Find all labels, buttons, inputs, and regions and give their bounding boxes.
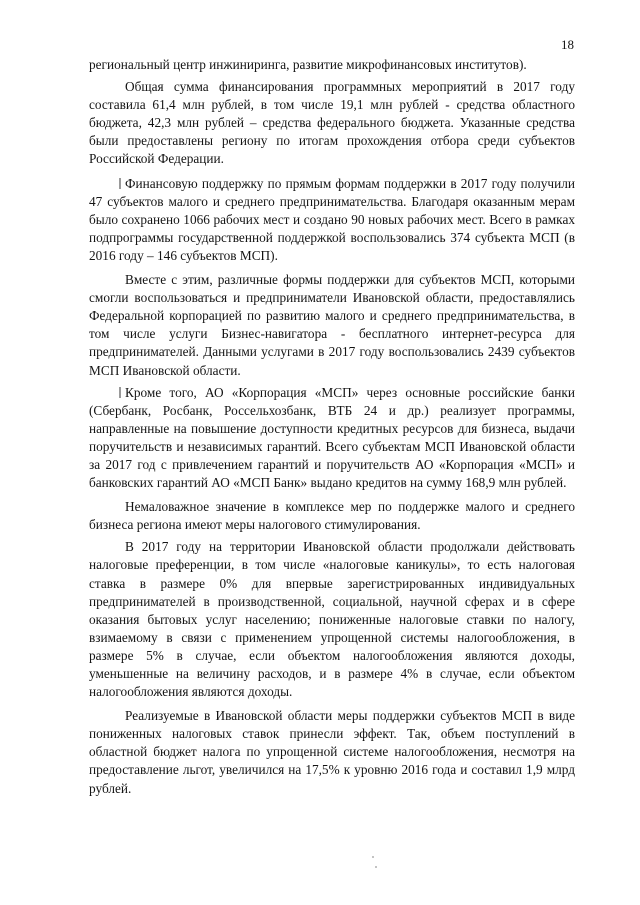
paragraph-funding-total: Общая сумма финансирования программных мероприятий в 2017 году составила 61,4 млн рублей, в том числе 19,1 млн рублей - средства областного бюджета, 42,3 млн рублей – средства федерального бюджета. Указанные средства были предоставлены региону по итогам прохождения отбора среди субъектов Российской Федерации. (89, 79, 575, 167)
scan-mark (119, 178, 121, 189)
page-number: 18 (561, 37, 574, 52)
paragraph-bank-programs-text: Кроме того, АО «Корпорация «МСП» через основные российские банки (Сбербанк, Росбанк, Россельхозбанк, ВТБ 24 и др.) реализует программы, направленные на повышение доступности кредитных ресурсов для бизнеса, выдачи поручительств и независимых гарантий. Всего субъектам МСП Ивановской области за 2017 год с привлечением гарантий и поручительств АО «Корпорация «МСП» и банковских гарантий АО «МСП Банк» выдано кредитов на сумму 168,9 млн рублей. (89, 384, 575, 491)
paragraph-continuation: региональный центр инжиниринга, развитие микрофинансовых институтов). (89, 57, 527, 72)
document-body (89, 56, 575, 798)
paragraph-tax-effect: Реализуемые в Ивановской области меры поддержки субъектов МСП в виде пониженных налоговых ставок принесли эффект. Так, объем поступлений в областной бюджет налога по упрощенной системе налогообложения, несмотря на предоставление льгот, увеличился на 17,5% к уровню 2016 года и составил 1,9 млрд рублей. (89, 708, 575, 796)
paragraph-direct-support (89, 175, 575, 265)
scan-speck (375, 866, 377, 868)
paragraph-tax-preferences: В 2017 году на территории Ивановской области продолжали действовать налоговые преференции, в том числе «налоговые каникулы», то есть налоговая ставка в размере 0% для впервые зарегистрированных индивидуальных предпринимателей в производственной, социальной, научной сферах и в сфере оказания бытовых услуг населению; пониженные налоговые ставки по налогу, взимаемому в связи с применением упрощенной системы налогообложения, в размере 5% в случае, если объектом налогообложения являются доходы, уменьшенные на величину расходов, и в размере 4% в случае, если объектом налогообложения являются доходы. (89, 539, 575, 700)
paragraph-direct-support-text: Финансовую поддержку по прямым формам поддержки в 2017 году получили 47 субъектов малого и среднего предпринимательства. Благодаря оказанным мерам было сохранено 1066 рабочих мест и создано 90 новых рабочих мест. Всего в рамках подпрограммы государственной поддержкой воспользовались 374 субъекта МСП (в 2016 году – 146 субъектов МСП). (89, 175, 575, 263)
scan-mark (119, 387, 121, 398)
paragraph-federal-corporation: Вместе с этим, различные формы поддержки для субъектов МСП, которыми смогли воспользоваться и предприниматели Ивановской области, предоставлялись Федеральной корпорацией по развитию малого и среднего предпринимательства, в том числе услуги Бизнес-навигатора - бесплатного интернет-ресурса для предпринимателей. Данными услугами в 2017 году воспользовались 2439 субъектов МСП Ивановской области. (89, 272, 575, 378)
scan-speck (372, 856, 374, 858)
paragraph-tax-incentives-intro: Немаловажное значение в комплексе мер по поддержке малого и среднего бизнеса региона имеют меры налогового стимулирования. (89, 499, 575, 533)
paragraph-bank-programs (89, 384, 575, 493)
